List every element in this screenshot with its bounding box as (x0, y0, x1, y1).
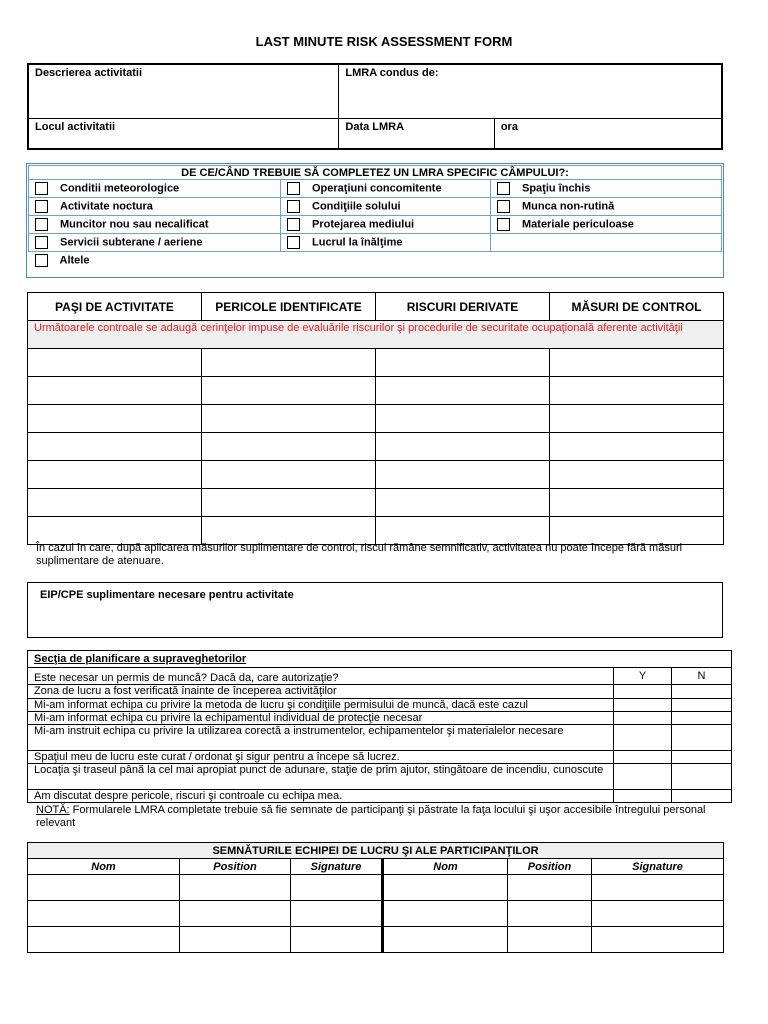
nota-text (36, 804, 726, 830)
checklist-question: Zona de lucru a fost verificată înainte de începerea activităţilor (28, 685, 614, 699)
table-row (28, 377, 724, 405)
column-header: Nom (383, 859, 508, 875)
checkbox[interactable] (35, 254, 48, 267)
table-cell[interactable] (376, 405, 550, 433)
no-column-header: N (672, 668, 732, 685)
checkbox[interactable] (35, 236, 48, 249)
activity-location-label: Locul activitatii (35, 120, 116, 133)
table-cell[interactable] (550, 433, 724, 461)
checklist-question: Mi-am informat echipa cu privire la metoda de lucru şi condiţiile permisului de muncă, dacă este cazul (28, 699, 614, 712)
column-header: Position (508, 859, 592, 875)
lmra-reasons-header: DE CE/CÂND TREBUIE SĂ COMPLETEZ UN LMRA SPECIFIC CÂMPULUI?: (29, 166, 722, 180)
nota-body: Formularele LMRA completate trebuie să fie semnate de participanţi şi păstrate la faţa locului şi uşor accesibile întregului personal relevant (36, 804, 706, 829)
checkbox[interactable] (497, 200, 510, 213)
table-cell[interactable] (28, 433, 202, 461)
option-new-worker[interactable] (29, 216, 281, 234)
form-title: LAST MINUTE RISK ASSESSMENT FORM (255, 34, 513, 49)
time-label: ora (500, 120, 518, 133)
no-cell[interactable] (672, 790, 732, 803)
option-confined-space[interactable] (491, 180, 722, 198)
checklist-question: Locaţia şi traseul până la cel mai apropiat punct de adunare, staţie de prim ajutor, stingătoare de incendiu, cunoscute (28, 764, 614, 790)
checkbox[interactable] (497, 218, 510, 231)
table-cell[interactable] (383, 901, 508, 927)
table-cell[interactable] (508, 875, 592, 901)
lmra-conducted-by-label: LMRA condus de: (345, 67, 439, 79)
table-cell[interactable] (28, 405, 202, 433)
yes-cell[interactable] (614, 725, 672, 751)
lmra-date-label: Data LMRA (345, 120, 405, 133)
table-cell[interactable] (376, 377, 550, 405)
option-other[interactable] (29, 252, 722, 270)
signatures-header: SEMNĂTURILE ECHIPEI DE LUCRU ŞI ALE PARTICIPANŢILOR (28, 843, 724, 859)
option-label: Conditii meteorologice (60, 182, 180, 195)
option-label: Operaţiuni concomitente (312, 182, 442, 195)
no-cell[interactable] (672, 764, 732, 790)
yes-cell[interactable] (614, 751, 672, 764)
activity-location-field[interactable] (28, 118, 339, 149)
table-cell[interactable] (28, 489, 202, 517)
no-cell[interactable] (672, 685, 732, 699)
checkbox[interactable] (287, 218, 300, 231)
table-cell[interactable] (180, 901, 291, 927)
table-cell[interactable] (202, 461, 376, 489)
table-cell[interactable] (550, 377, 724, 405)
table-row (28, 461, 724, 489)
yes-cell[interactable] (614, 712, 672, 725)
column-header: RISCURI DERIVATE (376, 293, 550, 321)
checkbox[interactable] (287, 200, 300, 213)
table-cell[interactable] (28, 875, 180, 901)
table-cell[interactable] (291, 927, 383, 953)
table-cell[interactable] (550, 461, 724, 489)
option-non-routine[interactable] (491, 198, 722, 216)
table-cell[interactable] (202, 405, 376, 433)
residual-risk-note: În cazul în care, după aplicarea măsurilor suplimentare de control, riscul rămâne semnificativ, activitatea nu poate începe fără măsuri suplimentare de atenuare. (36, 542, 683, 567)
yes-column-header: Y (614, 668, 672, 685)
option-underground-services[interactable] (29, 234, 281, 252)
option-label: Condiţiile solului (312, 200, 401, 213)
table-cell[interactable] (550, 489, 724, 517)
column-header: Position (180, 859, 291, 875)
table-cell[interactable] (180, 927, 291, 953)
no-cell[interactable] (672, 751, 732, 764)
option-hazardous-materials[interactable] (491, 216, 722, 234)
option-label: Materiale periculoase (522, 218, 634, 231)
table-cell[interactable] (28, 517, 202, 545)
checkbox[interactable] (35, 200, 48, 213)
option-label: Spaţiu închis (522, 182, 591, 195)
table-cell[interactable] (180, 875, 291, 901)
table-cell[interactable] (28, 377, 202, 405)
option-ground-conditions[interactable] (281, 198, 491, 216)
checkbox[interactable] (35, 182, 48, 195)
risk-assessment-table (27, 292, 724, 545)
checkbox[interactable] (35, 218, 48, 231)
yes-cell[interactable] (614, 790, 672, 803)
column-header: Signature (592, 859, 724, 875)
activity-description-field[interactable] (28, 64, 339, 118)
column-header: PERICOLE IDENTIFICATE (202, 293, 376, 321)
checkbox[interactable] (497, 182, 510, 195)
option-concurrent-ops[interactable] (281, 180, 491, 198)
checklist-question: Este necesar un permis de muncă? Dacă da, care autorizaţie? (28, 668, 614, 685)
table-cell[interactable] (202, 489, 376, 517)
table-cell[interactable] (28, 927, 180, 953)
time-field[interactable] (494, 118, 722, 149)
table-row (28, 927, 724, 953)
table-row (28, 349, 724, 377)
column-header: MĂSURI DE CONTROL (550, 293, 724, 321)
nota-label: NOTĂ: (36, 804, 70, 816)
supervisor-checklist-table (27, 650, 732, 803)
option-environment[interactable] (281, 216, 491, 234)
extra-ppe-field[interactable] (27, 582, 723, 638)
table-cell[interactable] (508, 901, 592, 927)
lmra-reasons-box (26, 163, 724, 278)
option-label: Servicii subterane / aeriene (60, 236, 203, 249)
table-cell[interactable] (592, 901, 724, 927)
table-cell[interactable] (592, 875, 724, 901)
option-night-activity[interactable] (29, 198, 281, 216)
table-cell[interactable] (376, 489, 550, 517)
option-label: Munca non-rutină (522, 200, 615, 213)
table-cell[interactable] (592, 927, 724, 953)
checkbox[interactable] (287, 182, 300, 195)
activity-info-table (27, 63, 723, 150)
table-cell[interactable] (291, 875, 383, 901)
controls-note: Următoarele controale se adaugă cerinţelor impuse de evaluările riscurilor şi procedurile de securitate ocupaţională aferente activităţii (28, 321, 724, 349)
option-label: Muncitor nou sau necalificat (60, 218, 209, 231)
table-row (28, 433, 724, 461)
empty-cell (491, 234, 722, 252)
table-cell[interactable] (202, 377, 376, 405)
option-label: Protejarea mediului (312, 218, 415, 231)
table-cell[interactable] (376, 461, 550, 489)
checklist-question: Mi-am informat echipa cu privire la echipamentul individual de protecţie necesar (28, 712, 614, 725)
lmra-reasons-table (28, 165, 722, 270)
no-cell[interactable] (672, 699, 732, 712)
option-weather[interactable] (29, 180, 281, 198)
checklist-question: Mi-am instruit echipa cu privire la utilizarea corectă a instrumentelor, echipamentelor şi materialelor necesare (28, 725, 614, 751)
table-cell[interactable] (508, 927, 592, 953)
option-label: Altele (59, 254, 90, 267)
table-cell[interactable] (550, 517, 724, 545)
table-row (28, 517, 724, 545)
option-label: Activitate noctura (60, 200, 153, 213)
table-cell[interactable] (550, 405, 724, 433)
checklist-question: Spaţiul meu de lucru este curat / ordonat şi sigur pentru a începe să lucrez. (28, 751, 614, 764)
option-label: Lucrul la înălţime (312, 236, 403, 249)
activity-description-label: Descrierea activitatii (35, 67, 143, 79)
no-cell[interactable] (672, 725, 732, 751)
table-cell[interactable] (376, 349, 550, 377)
table-cell[interactable] (376, 433, 550, 461)
checklist-question: Am discutat despre pericole, riscuri şi controale cu echipa mea. (28, 790, 614, 803)
column-header: Signature (291, 859, 383, 875)
checkbox[interactable] (287, 236, 300, 249)
supervisor-section-header: Secţia de planificare a supraveghetorilor (28, 651, 732, 668)
extra-ppe-label: EIP/CPE suplimentare necesare pentru activitate (40, 589, 294, 601)
no-cell[interactable] (672, 712, 732, 725)
table-cell[interactable] (376, 517, 550, 545)
option-work-at-height[interactable] (281, 234, 491, 252)
table-cell[interactable] (202, 517, 376, 545)
signatures-table (27, 842, 724, 953)
table-cell[interactable] (202, 433, 376, 461)
table-cell[interactable] (28, 349, 202, 377)
yes-cell[interactable] (614, 699, 672, 712)
lmra-date-field[interactable] (339, 118, 494, 149)
table-cell[interactable] (28, 901, 180, 927)
column-header: Nom (28, 859, 180, 875)
table-cell[interactable] (28, 461, 202, 489)
table-cell[interactable] (202, 349, 376, 377)
column-header: PAŞI DE ACTIVITATE (28, 293, 202, 321)
table-cell[interactable] (291, 901, 383, 927)
table-cell[interactable] (383, 927, 508, 953)
lmra-conducted-by-field[interactable] (339, 64, 722, 118)
table-cell[interactable] (550, 349, 724, 377)
table-row (28, 875, 724, 901)
table-cell[interactable] (383, 875, 508, 901)
yes-cell[interactable] (614, 764, 672, 790)
table-row (28, 489, 724, 517)
table-row (28, 901, 724, 927)
yes-cell[interactable] (614, 685, 672, 699)
table-row (28, 405, 724, 433)
